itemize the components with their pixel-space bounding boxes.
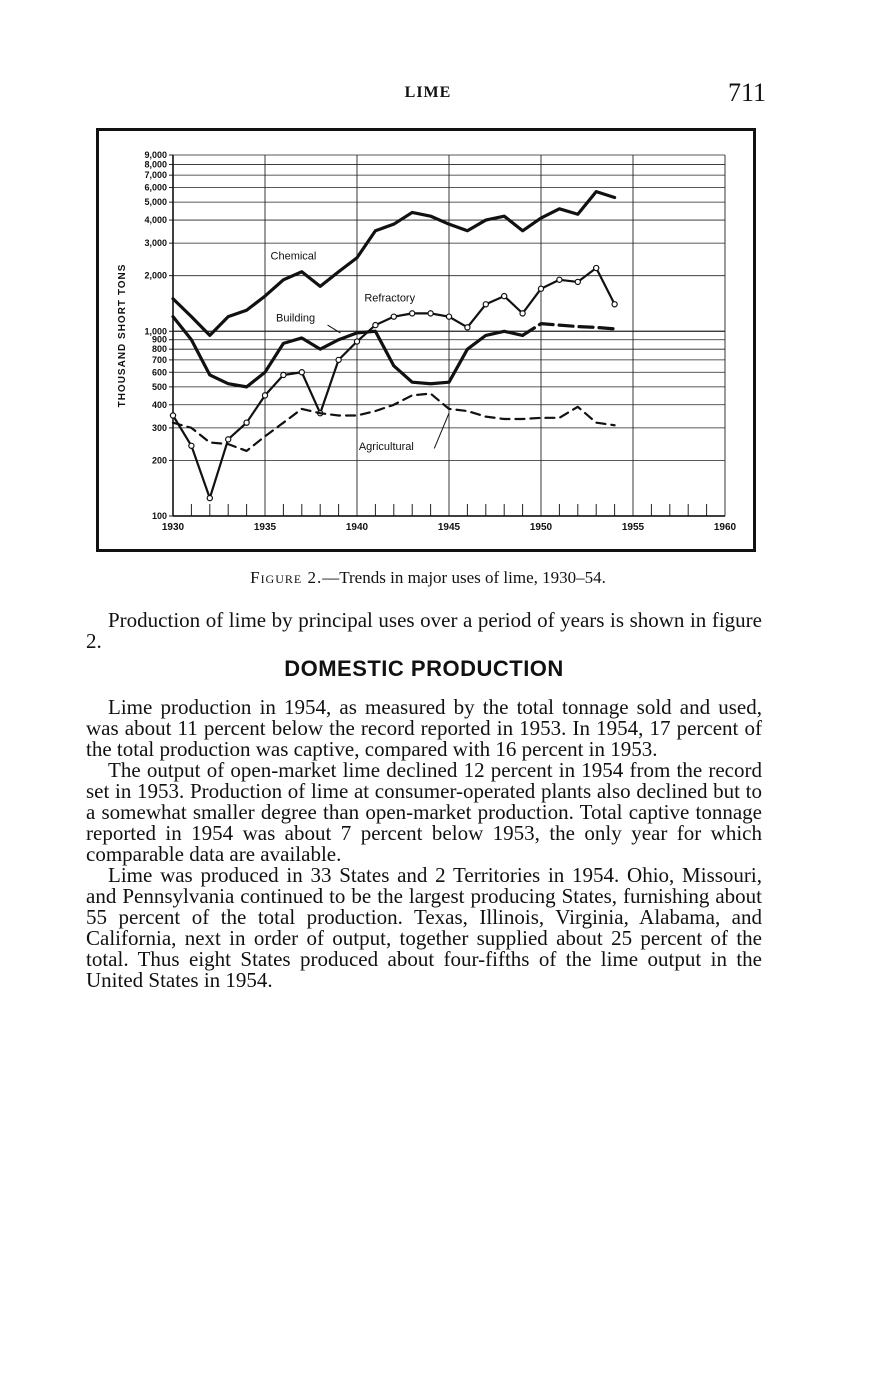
series-point-refractory: [336, 357, 341, 362]
body-paragraph-2: The output of open-market lime declined 12 percent in 1954 from the record set in 1953. Production of lime at consumer-operated plants also declined but to a somewhat smaller degree than open-market production. Total captive tonnage reported in 1954 was about 7 percent below 1953, the only year for which comparable data are available.: [86, 758, 762, 866]
series-point-refractory: [483, 302, 488, 307]
y-tick-label: 6,000: [144, 182, 167, 193]
body-paragraph-3: Lime was produced in 33 States and 2 Territories in 1954. Ohio, Missouri, and Pennsylvania continued to be the largest producing States, furnishing about 55 percent of the total production. Texas, Illinois, Virginia, Alabama, and California, next in order of output, together supplied about 25 percent of the total. Thus eight States produced about four-fifths of the lime output in the United States in 1954.: [86, 863, 762, 992]
x-tick-label: 1940: [345, 522, 369, 533]
section-heading: DOMESTIC PRODUCTION: [284, 656, 564, 681]
annotation-agricultural: Agricultural: [358, 440, 414, 453]
annotation-chemical: Chemical: [270, 250, 317, 263]
intro-paragraph: Production of lime by principal uses over a period of years is shown in figure 2.: [86, 608, 762, 653]
y-tick-label: 900: [151, 334, 167, 345]
series-point-refractory: [557, 277, 562, 282]
series-point-refractory: [299, 370, 304, 375]
series-point-refractory: [244, 420, 249, 425]
series-point-refractory: [354, 339, 359, 344]
y-tick-label: 100: [151, 511, 167, 521]
running-title: LIME: [404, 84, 452, 101]
body-paragraph-1: Lime production in 1954, as measured by the total tonnage sold and used, was about 11 percent below the record reported in 1953. In 1954, 17 percent of the total production was captive, compared with 16 percent in 1953.: [86, 695, 762, 761]
x-tick-label: 1945: [437, 522, 461, 533]
y-tick-label: 4,000: [144, 215, 167, 226]
figure-caption-label: Figure 2.: [250, 568, 323, 587]
figure-caption: [90, 568, 766, 588]
series-point-refractory: [465, 325, 470, 330]
x-tick-label: 1930: [161, 522, 185, 533]
y-tick-label: 300: [151, 422, 167, 433]
x-tick-label: 1955: [621, 522, 645, 533]
y-tick-label: 200: [151, 455, 167, 466]
y-tick-label: 1,000: [144, 326, 167, 337]
series-point-refractory: [262, 393, 267, 398]
figure-caption-text: —Trends in major uses of lime, 1930–54.: [322, 568, 606, 587]
x-tick-label: 1950: [529, 522, 553, 533]
y-tick-label: 2,000: [144, 270, 167, 281]
y-tick-label: 9,000: [144, 150, 167, 160]
figure-frame: [96, 128, 756, 552]
y-tick-label: 500: [151, 381, 167, 392]
series-point-refractory: [520, 311, 525, 316]
series-point-refractory: [575, 279, 580, 284]
page-number: 711: [727, 78, 766, 107]
x-tick-label: 1960: [713, 522, 737, 533]
series-point-refractory: [612, 302, 617, 307]
y-tick-label: 400: [151, 399, 167, 410]
y-tick-label: 800: [151, 344, 167, 355]
series-point-refractory: [189, 443, 194, 448]
series-point-refractory: [538, 286, 543, 291]
series-point-refractory: [170, 413, 175, 418]
series-line-building-dashed: [523, 324, 615, 336]
domestic-production-text: [86, 697, 762, 991]
series-point-refractory: [502, 294, 507, 299]
series-point-refractory: [207, 495, 212, 500]
series-point-refractory: [226, 437, 231, 442]
y-tick-label: 3,000: [144, 238, 167, 249]
series-point-refractory: [446, 314, 451, 319]
annotation-agricultural-arrow: [434, 413, 449, 448]
y-tick-label: 700: [151, 354, 167, 365]
series-point-refractory: [391, 314, 396, 319]
series-point-refractory: [373, 322, 378, 327]
y-tick-label: 8,000: [144, 159, 167, 170]
y-tick-label: 5,000: [144, 197, 167, 208]
y-tick-label: 7,000: [144, 170, 167, 181]
series-point-refractory: [594, 265, 599, 270]
lime-uses-chart: [99, 131, 753, 549]
y-tick-label: 600: [151, 367, 167, 378]
annotation-building: Building: [276, 312, 316, 325]
series-point-refractory: [410, 311, 415, 316]
running-head: [90, 78, 766, 110]
annotation-refractory: Refractory: [364, 292, 416, 305]
series-point-refractory: [428, 311, 433, 316]
x-tick-label: 1935: [253, 522, 277, 533]
series-point-refractory: [281, 372, 286, 377]
y-axis-label: THOUSAND SHORT TONS: [117, 263, 128, 408]
intro-paragraph-block: [86, 610, 762, 652]
